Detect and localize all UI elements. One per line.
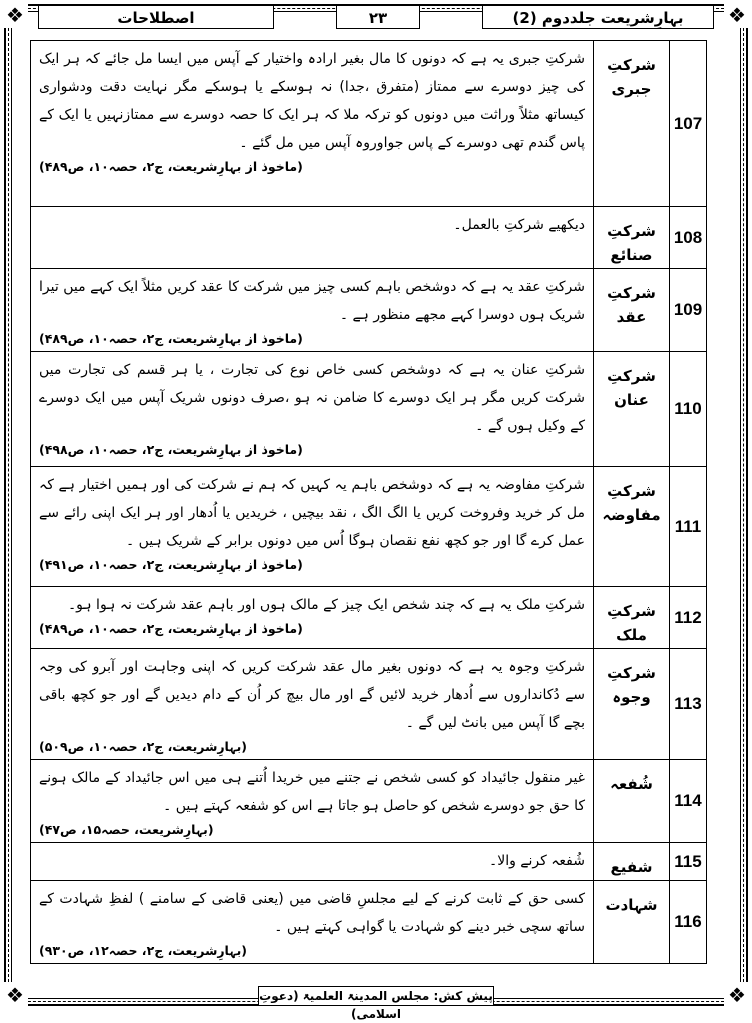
entry-number: 110 xyxy=(670,352,707,467)
corner-ornament-icon: ❖ xyxy=(724,2,750,28)
table-row xyxy=(31,587,707,649)
corner-ornament-icon: ❖ xyxy=(2,2,28,28)
entry-definition-cell xyxy=(31,467,594,587)
table-row xyxy=(31,269,707,352)
entry-definition: شرکتِ وجوہ یہ ہے کہ دونوں بغیر مال عقد شرکت کریں کہ اپنی وجاہت اور آبرو کی وجہ سے دُکانداروں سے اُدھار خرید لائیں گے اور مال بیچ کر اُن کے دام دیدیں گے اور جو کچھ باقی بچے گا آپس میں بانٹ لیں گے ۔ xyxy=(39,659,585,731)
entry-term: شہادت xyxy=(594,881,670,964)
entry-definition: شرکتِ جبری یہ ہے کہ دونوں کا مال بغیر ارادہ واختیار کے آپس میں ایسا مل جائے کہ ہر ایک کی چیز دوسرے سے ممتاز (متفرق ،جدا) نہ ہوسکے یا ہوسکے مگر نہایت دقت ودشواری کیساتھ مثلاً وراثت میں دونوں کو ترکہ ملا کہ ہر ایک کا حصہ دوسرے سے ممتازنہیں یا ایک کے پاس گندم تھی دوسرے کے پاس جواوروہ آپس میں مل گئے ۔ xyxy=(39,51,585,151)
entry-number: 111 xyxy=(670,467,707,587)
entry-definition-cell xyxy=(31,760,594,843)
entry-definition: کسی حق کے ثابت کرنے کے لیے مجلسِ قاضی میں (یعنی قاضی کے سامنے ) لفظِ شہادت کے ساتھ سچی خبر دینے کو شہادت یا گواہی کہتے ہیں ۔ xyxy=(39,891,585,935)
entry-definition-cell xyxy=(31,881,594,964)
entry-reference: (ماخوذ از بہارِشریعت، ج۲، حصہ۱۰، ص۴۹۸) xyxy=(39,442,303,457)
table-row xyxy=(31,881,707,964)
entry-number: 116 xyxy=(670,881,707,964)
corner-ornament-icon: ❖ xyxy=(2,982,28,1008)
table-row xyxy=(31,843,707,881)
entry-number: 109 xyxy=(670,269,707,352)
entry-number: 113 xyxy=(670,649,707,760)
entry-number: 114 xyxy=(670,760,707,843)
entry-reference-line xyxy=(39,619,585,639)
entry-reference: (ماخوذ از بہارِشریعت، ج۲، حصہ۱۰، ص۴۸۹) xyxy=(39,621,303,636)
entry-term: شرکتِ ملک xyxy=(594,587,670,649)
entry-term: شُفعہ xyxy=(594,760,670,843)
corner-ornament-icon: ❖ xyxy=(724,982,750,1008)
entry-term: شرکتِ صنائع xyxy=(594,207,670,269)
table-row xyxy=(31,649,707,760)
entry-reference-line xyxy=(39,737,585,757)
section-title: اصطلاحات xyxy=(38,5,274,29)
entry-reference: (بہارِشریعت، حصہ۱۵، ص۴۷) xyxy=(39,822,214,837)
entry-definition-cell xyxy=(31,843,594,881)
entry-definition-cell xyxy=(31,649,594,760)
entry-definition: شرکتِ عنان یہ ہے کہ دوشخص کسی خاص نوع کی تجارت ، یا ہر قسم کی تجارت میں شرکت کریں مگر ہر ایک دوسرے کا ضامن نہ ہو ،صرف دونوں شریک آپس میں ایک دوسرے کے وکیل ہوں گے ۔ xyxy=(39,362,585,434)
entry-reference-line xyxy=(39,555,585,575)
entry-reference-line xyxy=(39,941,585,961)
entry-definition: شرکتِ ملک یہ ہے کہ چند شخص ایک چیز کے مالک ہوں اور باہم عقد شرکت نہ ہوا ہو۔ xyxy=(67,597,585,613)
entry-definition: غیر منقول جائیداد کو کسی شخص نے جتنے میں خریدا اُتنے ہی میں اس جائیداد کے مالک ہونے کا حق جو دوسرے شخص کو حاصل ہو جاتا ہے اس کو شفعہ کہتے ہیں ۔ xyxy=(39,770,585,814)
entry-term: شرکتِ عقد xyxy=(594,269,670,352)
entry-reference: (ماخوذ از بہارِشریعت، ج۲، حصہ۱۰، ص۴۸۹) xyxy=(39,159,303,174)
entry-number: 108 xyxy=(670,207,707,269)
entry-definition: شرکتِ مفاوضہ یہ ہے کہ دوشخص باہم یہ کہیں کہ ہم نے شرکت کی اور ہمیں اختیار ہے کہ مل کر خرید وفروخت کریں یا الگ الگ ، نقد بیچیں ، خریدیں یا اُدھار اور ہر ایک اپنی رائے سے عمل کرے گا اور جو کچھ نفع نقصان ہوگا اُس میں دونوں برابر کے شریک ہیں ۔ xyxy=(39,477,585,549)
publisher-footer: پیش کش: مجلس المدینۃ العلمیۃ (دعوتِ اسلامی) xyxy=(258,986,494,1006)
book-title: بہارِشریعت جلددوم (2) xyxy=(482,5,714,29)
entry-reference-line xyxy=(39,440,585,460)
entry-term: شرکتِ جبری xyxy=(594,41,670,207)
page-number: ۲۳ xyxy=(336,5,420,29)
entry-reference: (بہارِشریعت، ج۲، حصہ۱۰، ص۵۰۹) xyxy=(39,739,247,754)
entry-definition: شرکتِ عقد یہ ہے کہ دوشخص باہم کسی چیز میں شرکت کا عقد کریں مثلاً ایک کہے میں تیرا شریک ہوں دوسرا کہے مجھے منظور ہے ۔ xyxy=(39,279,585,323)
table-row xyxy=(31,760,707,843)
entry-reference-line xyxy=(39,820,585,840)
entry-definition-cell xyxy=(31,41,594,207)
table-row xyxy=(31,207,707,269)
entry-number: 115 xyxy=(670,843,707,881)
entry-term: شرکتِ عنان xyxy=(594,352,670,467)
table-row xyxy=(31,352,707,467)
entry-number: 112 xyxy=(670,587,707,649)
entry-reference-line xyxy=(39,329,585,349)
entry-definition-cell xyxy=(31,352,594,467)
glossary-table xyxy=(30,40,707,964)
table-row xyxy=(31,41,707,207)
page-header xyxy=(38,5,714,31)
entry-reference: (ماخوذ از بہارِشریعت، ج۲، حصہ۱۰، ص۴۹۱) xyxy=(39,557,303,572)
entry-definition-cell xyxy=(31,587,594,649)
entry-term: شرکتِ مفاوضہ xyxy=(594,467,670,587)
entry-reference: (ماخوذ از بہارِشریعت، ج۲، حصہ۱۰، ص۴۸۹) xyxy=(39,331,303,346)
entry-term: شرکتِ وجوہ xyxy=(594,649,670,760)
entry-definition-cell xyxy=(31,207,594,269)
entry-definition: دیکھیے شرکتِ بالعمل۔ xyxy=(453,217,585,233)
entry-definition: شُفعہ کرنے والا۔ xyxy=(489,853,585,869)
entry-reference-line xyxy=(39,157,585,177)
entry-number: 107 xyxy=(670,41,707,207)
table-row xyxy=(31,467,707,587)
entry-definition-cell xyxy=(31,269,594,352)
entry-term: شفیع xyxy=(594,843,670,881)
entry-reference: (بہارِشریعت، ج۲، حصہ۱۲، ص۹۳۰) xyxy=(39,943,247,958)
